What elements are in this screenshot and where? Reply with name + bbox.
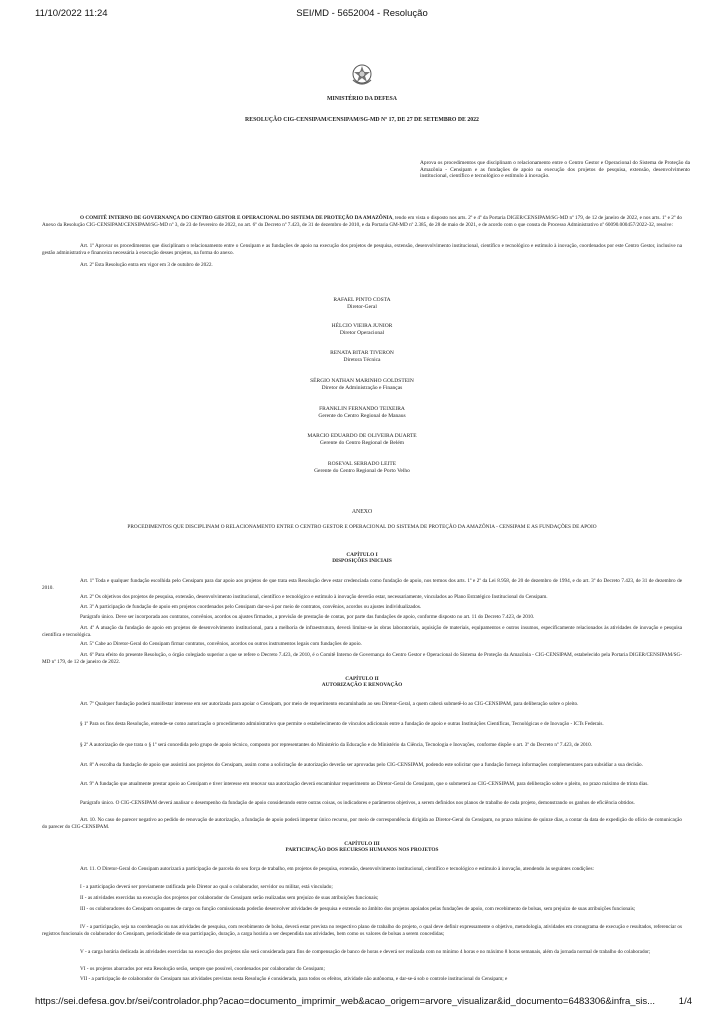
signature: [200, 406, 524, 420]
paragraph: Parágrafo único. O CIG-CENSIPAM deverá analisar o desempenho da fundação de apoio considerando entre outras coisas, os indicadores e parâmetros objetivos, a serem definidos nos planos de trabalho de cada projeto, demonstrando os ganhos de eficiência obtidos.: [80, 800, 635, 806]
signature: [200, 297, 524, 311]
paragraph: VII - a participação de colaborador do Censipam nas atividades previstas nesta Resolução é considerada, para todos os efeitos, atividade não autônoma, e dar-se-á sob o controle institucional do Censipam; e: [80, 976, 508, 982]
signer-role: Diretor de Administração e Finanças: [321, 385, 403, 391]
signer-name: RAFAEL PINTO COSTA: [333, 297, 391, 303]
signer-role: Diretora Técnica: [343, 357, 381, 363]
preamble-bold: O COMITÊ INTERNO DE GOVERNANÇA DO CENTRO GESTOR E OPERACIONAL DO SISTEMA DE PROTEÇÃO DA AMAZÔNIA: [80, 215, 393, 221]
page-number: 1/4: [678, 996, 692, 1007]
signer-name: RENATA BITAR TIVERON: [330, 350, 394, 356]
print-footer: [0, 996, 724, 1010]
article-1: Art. 1º Aprovar os procedimentos que disciplinam o relacionamento entre o Censipam e as fundações de apoio na execução dos projetos de pesquisa, extensão, desenvolvimento institucional, científico e tecnológico e estímulo à inovação, coordenados por este Centro Gestor, inclusive na gestão administrativa e financeira necessária à execução desses projetos, na forma do anexo.: [42, 243, 682, 256]
print-title: SEI/MD - 5652004 - Resolução: [296, 8, 428, 19]
coat-of-arms-icon: [349, 62, 375, 88]
paragraph: V - a carga horária dedicada às atividades exercidas na execução dos projetos não será considerada para fins de compensação de banco de horas e deverá ser realizada com no mínimo 4 horas e no máximo 8 horas semanais, além da jornada normal de trabalho do colaborador;: [80, 949, 651, 955]
chapter-1-title: DISPOSIÇÕES INICIAIS: [332, 558, 392, 564]
paragraph: Art. 9º A fundação que atualmente prestar apoio ao Censipam e tiver interesse em renovar sua autorização deverá encaminhar requerimento ao Diretor-Geral do Censipam, que o submeterá ao CIG-CENSIPAM, para deliberação sobre o pleito, no prazo máximo de trinta dias.: [80, 781, 649, 787]
annex-label: ANEXO: [351, 509, 373, 515]
paragraph: VI - os projetos abarcados por esta Resolução serão, sempre que possível, coordenados por colaborador do Censipam;: [80, 966, 325, 972]
paragraph: Art. 4º A atuação da fundação de apoio em projetos de desenvolvimento institucional, para a melhoria de infraestrutura, deverá limitar-se às obras laboratoriais, aquisição de materiais, equipamentos e outros insumos, especificamente relacionados às atividades de inovação e pesquisa científica e tecnológica.: [42, 625, 682, 638]
signer-name: MARCIO EDUARDO DE OLIVEIRA DUARTE: [307, 433, 417, 439]
signer-name: HÉLCIO VIEIRA JUNIOR: [331, 323, 393, 329]
signer-role: Gerente do Centro Regional de Belém: [319, 440, 405, 446]
signer-name: FRANKLIN FERNANDO TEIXEIRA: [319, 406, 405, 412]
paragraph: Art. 10. No caso de parecer negativo ao pedido de renovação de autorização, a fundação de apoio poderá impetrar único recurso, por meio de correspondência dirigida ao Diretor-Geral do Censipam, no prazo máximo de quinze dias, a contar da data de expedição do ofício de comunicação do parecer do CIG-CENSIPAM.: [42, 817, 682, 830]
paragraph: Art. 11. O Diretor-Geral do Censipam autorizará a participação de parcela do seu força de trabalho, em projetos de pesquisa, extensão, desenvolvimento institucional, científico e tecnológico e estímulo à inovação, atendendo às seguintes condições:: [80, 866, 594, 872]
signer-name: SÉRGIO NATHAN MARINHO GOLDSTEIN: [310, 378, 414, 384]
resolution-title: RESOLUÇÃO CIG-CENSIPAM/CENSIPAM/SG-MD Nº 17, DE 27 DE SETEMBRO DE 2022: [245, 117, 479, 123]
paragraph: § 2º A autorização de que trata o § 1º será concedida pelo grupo de apoio técnico, composto por representantes do Ministério da Educação e do Ministério da Ciência, Tecnologia e Inovações, conforme dispõe o art. 3º do Decreto nº 7.423, de 2010.: [80, 742, 593, 748]
signature: [200, 378, 524, 392]
signer-role: Diretor Operacional: [339, 330, 385, 336]
signature: [200, 461, 524, 475]
paragraph: Art. 1º Toda e qualquer fundação escolhida pelo Censipam para dar apoio aos projetos de que trata esta Resolução deve estar credenciada como fundação de apoio, nos termos dos arts. 1º e 2º da Lei 8.958, de 20 de dezembro de 1994, e do art. 3º do Decreto 7.423, de 31 de dezembro de 2010.: [42, 578, 682, 591]
chapter-2-title: AUTORIZAÇÃO E RENOVAÇÃO: [321, 682, 403, 688]
annex-title: PROCEDIMENTOS QUE DISCIPLINAM O RELACIONAMENTO ENTRE O CENTRO GESTOR E OPERACIONAL DO SISTEMA DE PROTEÇÃO DA AMAZÔNIA - CENSIPAM E AS FUNDAÇÕES DE APOIO: [127, 524, 597, 530]
paragraph: Art. 3º A participação de fundação de apoio em projetos coordenados pelo Censipam dar-se-á por meio de contratos, convênios, acordos ou ajustes individualizados.: [80, 604, 422, 610]
ementa: Aprova os procedimentos que disciplinam o relacionamento entre o Centro Gestor e Operacional do Sistema de Proteção da Amazônia - Censipam e as fundações de apoio na execução dos projetos de pesquisa, extensão, desenvolvimento institucional, científico e tecnológico e estímulo à inovação.: [420, 160, 690, 180]
paragraph: Art. 2º Os objetivos dos projetos de pesquisa, extensão, desenvolvimento institucional, científico e tecnológico e estímulo à inovação deverão estar, necessariamente, vinculados ao Plano Estratégico Institucional do Censipam.: [80, 594, 548, 600]
chapter-2-label: CAPÍTULO II: [345, 676, 379, 682]
paragraph: § 1º Para os fins desta Resolução, entende-se como autorização o procedimento administrativo que permite o estabelecimento de vínculos adicionais entre a fundação de apoio e outras Instituições Científicas, Tecnológicas e de Inovação - ICTs Federais.: [80, 721, 604, 727]
chapter-1-label: CAPÍTULO I: [346, 552, 378, 558]
article-2: Art. 2º Esta Resolução entra em vigor em 3 de outubro de 2022.: [80, 262, 213, 268]
print-url: https://sei.defesa.gov.br/sei/controlador.php?acao=documento_imprimir_web&acao_origem=arvore_visualizar&id_documento=6483306&infra_sis...: [35, 996, 656, 1007]
paragraph: Art. 7º Qualquer fundação poderá manifestar interesse em ser autorizada para apoiar o Censipam, por meio de requerimento encaminhado ao seu Diretor-Geral, a quem caberá submetê-lo ao CIG-CENSIPAM, para deliberação sobre o pleito.: [80, 701, 579, 707]
preamble-text: , tendo em vista o disposto nos arts. 2º e 4º da Portaria DIGER/CENSIPAM/SG-MD nº 179, de 12 de janeiro de 2022, e nos arts. 1º e 2º do Anexo da Resolução CIG-CENSIPAM/CENSIPAM/SG-MD nº 3, de 23 de fevereiro de 2022, no art. 6º do Decreto nº 7.423, de 31 de dezembro de 2010, e da Portaria GM-MD nº 2.385, de 28 de maio de 2021, e de acordo com o que consta do Processo Administrativo nº 60090.000457/2022-32, resolve:: [42, 215, 682, 228]
paragraph: II - as atividades exercidas na execução dos projetos por colaborador do Censipam serão realizadas sem prejuízo de suas atribuições funcionais;: [80, 895, 379, 901]
print-header: [0, 8, 724, 22]
signer-role: Gerente do Centro Regional de Porto Velho: [314, 468, 410, 474]
signer-name: ROSEVAL SERRADO LEITE: [327, 461, 397, 467]
ministry-title: MINISTÉRIO DA DEFESA: [327, 96, 397, 102]
paragraph: Art. 5º Cabe ao Diretor-Geral do Censipam firmar contratos, convênios, acordos ou outros instrumentos legais com fundações de apoio.: [80, 641, 362, 647]
paragraph: Art. 6º Para efeito do presente Resolução, o órgão colegiado superior a que se refere o Decreto 7.423, de 2010, é o Comitê Interno de Governança do Centro Gestor e Operacional do Sistema de Proteção da Amazônia - CIG-CENSIPAM, estabelecido pela Portaria DIGER/CENSIPAM/SG-MD nº 179, de 12 de janeiro de 2022.: [42, 652, 682, 665]
paragraph: Art. 8º A escolha da fundação de apoio que assistirá aos projetos do Censipam, assim como a solicitação de autorização deverão ser aprovadas pelo CIG-CENSIPAM, podendo este solicitar que a fundação forneça informações complementares para subsidiar a sua decisão.: [80, 762, 643, 768]
preamble: [42, 215, 682, 229]
chapter-3-label: CAPÍTULO III: [344, 841, 380, 847]
paragraph: III - os colaboradores do Censipam ocupantes de cargo ou função comissionada poderão desenvolver atividades de pesquisa e extensão no âmbito dos projetos apoiados pelas fundações de apoio, com recebimento de bolsas, sem prejuízo de suas atribuições funcionais;: [80, 906, 636, 912]
signer-role: Gerente do Centro Regional de Manaus: [318, 413, 406, 419]
paragraph: IV - a participação, seja na coordenação ou nas atividades de pesquisa, com recebimento de bolsa, deverá estar prevista no respectivo plano de trabalho do projeto, o qual deve definir expressamente o objetivo, metodologia, atividades em cronograma de execução e resultados, referenciar os registros funcionais do colaborador do Censipam, periodicidade de sua participação, duração, a carga horária a ser despendida nas atividades, bem como os valores de bolsas a serem concedidas;: [42, 924, 682, 937]
signature: [200, 350, 524, 364]
signer-role: Diretor-Geral: [347, 304, 377, 310]
paragraph: I - a participação deverá ser previamente ratificada pelo Diretor ao qual o colaborador, servidor ou militar, está vinculado;: [80, 884, 333, 890]
paragraph: Parágrafo único. Deve ser incorporada aos contratos, convênios, acordos ou ajustes firmados, a previsão de prestação de contas, por parte das fundações de apoio, conforme disposto no art. 11 do Decreto 7.423, de 2010.: [80, 614, 535, 620]
signature: [200, 323, 524, 337]
signature: [200, 433, 524, 447]
print-datetime: 11/10/2022 11:24: [35, 8, 108, 19]
chapter-3-title: PARTICIPAÇÃO DOS RECURSOS HUMANOS NOS PROJETOS: [285, 847, 439, 853]
